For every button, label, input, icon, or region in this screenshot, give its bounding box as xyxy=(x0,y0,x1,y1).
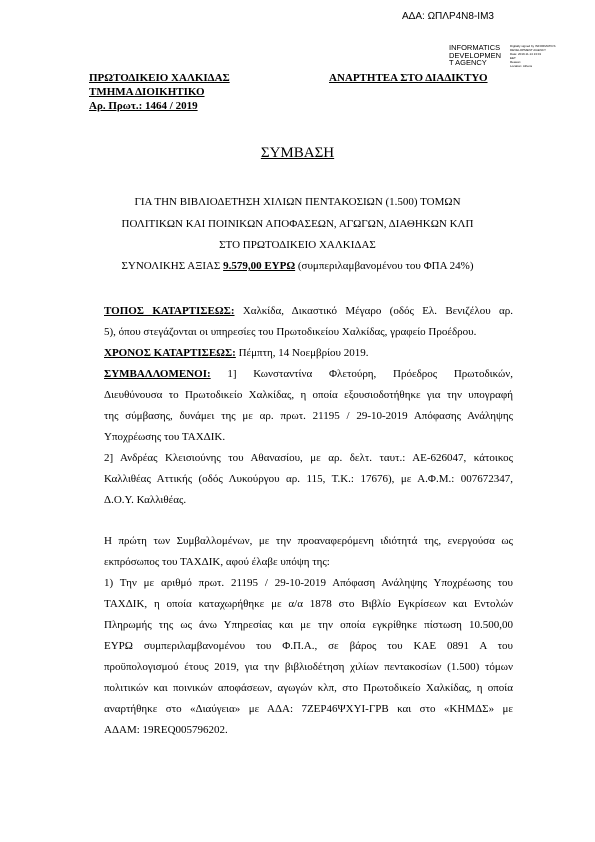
contract-amount: 9.579,00 ΕΥΡΩ xyxy=(223,260,296,272)
subject-value-line: ΣΥΝΟΛΙΚΗΣ ΑΞΙΑΣ 9.579,00 ΕΥΡΩ (συμπεριλαμβανομένου του ΦΠΑ 24%) xyxy=(121,260,474,272)
party-2-line-2: Καλλιθέας Αττικής (οδός Λυκούργου αρ. 115, Τ.Κ.: 17676), με Α.Φ.Μ.: 007672347, xyxy=(104,473,513,485)
department-name: ΤΜΗΜΑ ΔΙΟΙΚΗΤΙΚΟ xyxy=(89,86,205,98)
party-1-line-3: της σύμβασης, δυνάμει της με αρ. πρωτ. 21195 / 29-10-2019 Απόφασης Ανάληψης xyxy=(104,410,513,422)
parties-label: ΣΥΜΒΑΛΛΟΜΕΝΟΙ: xyxy=(104,368,211,380)
item-1-line-6: πολιτικών και ποινικών αποφάσεων, αγωγών κλπ, στο Πρωτοδικείο Χαλκίδας, η οποία xyxy=(104,682,513,694)
item-1-line-5: προϋπολογισμού έτους 2019, για την βιβλιοδέτηση χιλίων πεντακοσίων (1.500) τόμων xyxy=(104,661,513,673)
intro-line-2: εκπρόσωπος του ΤΑΧΔΙΚ, αφού έλαβε υπόψη της: xyxy=(104,556,330,568)
place-line-2: 5), όπου στεγάζονται οι υπηρεσίες του Πρωτοδικείου Χαλκίδας, γραφείο Προέδρου. xyxy=(104,326,477,338)
party-1-line-1: ΣΥΜΒΑΛΛΟΜΕΝΟΙ: 1] Κωνσταντίνα Φλετούρη, Πρόεδρος Πρωτοδικών, xyxy=(104,368,513,380)
party-1-line-2: Διευθύνουσα το Πρωτοδικείο Χαλκίδας, η οποία εξουσιοδοτήθηκε για την υπογραφή xyxy=(104,389,513,401)
place-label: ΤΟΠΟΣ ΚΑΤΑΡΤΙΣΕΩΣ: xyxy=(104,305,235,317)
subject-line-1: ΓΙΑ ΤΗΝ ΒΙΒΛΙΟΔΕΤΗΣΗ ΧΙΛΙΩΝ ΠΕΝΤΑΚΟΣΙΩΝ (1.500) ΤΟΜΩΝ xyxy=(134,196,461,208)
time-label: ΧΡΟΝΟΣ ΚΑΤΑΡΤΙΣΕΩΣ: xyxy=(104,347,236,359)
item-1-line-3: Πληρωμής της ως άνω Υπηρεσίας και με την οποία εγκρίθηκε πίστωση 10.500,00 xyxy=(104,619,513,631)
subject-line-3: ΣΤΟ ΠΡΩΤΟΔΙΚΕΙΟ ΧΑΛΚΙΔΑΣ xyxy=(219,239,376,251)
document-title: ΣΥΜΒΑΣΗ xyxy=(260,145,335,161)
party-2-line-3: Δ.Ο.Υ. Καλλιθέας. xyxy=(104,494,187,506)
ada-code: ΑΔΑ: ΩΠΛΡ4Ν8-ΙΜ3 xyxy=(402,11,494,22)
contract-body xyxy=(104,531,513,741)
item-1-line-7: αναρτήθηκε στο «Διαύγεια» με ΑΔΑ: 7ΖΕΡ46ΨΧΥΙ-ΓΡΒ και στο «ΚΗΜΔΣ» με xyxy=(104,703,513,715)
item-1-line-2: ΤΑΧΔΙΚ, η οποία καταχωρήθηκε με α/α 1878 στο Βιβλίο Εγκρίσεων και Εντολών xyxy=(104,598,513,610)
protocol-number: Αρ. Πρωτ.: 1464 / 2019 xyxy=(89,100,198,112)
item-1-line-1: 1) Την με αριθμό πρωτ. 21195 / 29-10-2019 Απόφαση Ανάληψης Υποχρέωσης του xyxy=(104,577,513,589)
court-name: ΠΡΩΤΟΔΙΚΕΙΟ ΧΑΛΚΙΔΑΣ xyxy=(89,72,230,84)
party-2-line-1: 2] Ανδρέας Κλεισιούνης του Αθανασίου, με αρ. δελτ. ταυτ.: ΑΕ-626047, κάτοικος xyxy=(104,452,513,464)
item-1-line-8: ΑΔΑΜ: 19REQ005796202. xyxy=(104,724,228,736)
stamp-line: DEVELOPMEN xyxy=(449,50,502,60)
item-1-line-4: ΕΥΡΩ συμπεριλαμβανομένου του Φ.Π.Α., σε βάρος του ΚΑΕ 0891 Α του xyxy=(104,640,513,652)
posting-note: ΑΝΑΡΤΗΤΕΑ ΣΤΟ ΔΙΑΔΙΚΤΥΟ xyxy=(329,72,488,84)
stamp-line: T AGENCY xyxy=(449,58,487,67)
intro-line-1: Η πρώτη των Συμβαλλομένων, με την προαναφερόμενη ιδιότητά της, ενεργούσα ως xyxy=(104,535,513,547)
time-line: ΧΡΟΝΟΣ ΚΑΤΑΡΤΙΣΕΩΣ: Πέμπτη, 14 Νοεμβρίου 2019. xyxy=(104,347,369,359)
signature-details: Digitally signed by INFORMATICS DEVELOPMENT AGENCY Date: 2019.11.14 13:01 EET Reason: Location: Athens xyxy=(510,44,556,68)
contract-details xyxy=(104,301,513,511)
place-line-1: ΤΟΠΟΣ ΚΑΤΑΡΤΙΣΕΩΣ: Χαλκίδα, Δικαστικό Μέγαρο (οδός Ελ. Βενιζέλου αρ. xyxy=(104,305,513,317)
signature-stamp xyxy=(449,44,501,67)
stamp-line: INFORMATICS xyxy=(449,43,501,52)
subject-line-2: ΠΟΛΙΤΙΚΩΝ ΚΑΙ ΠΟΙΝΙΚΩΝ ΑΠΟΦΑΣΕΩΝ, ΑΓΩΓΩΝ, ΔΙΑΘΗΚΩΝ ΚΛΠ xyxy=(121,218,474,230)
party-1-line-4: Υποχρέωσης του ΤΑΧΔΙΚ. xyxy=(104,431,226,443)
